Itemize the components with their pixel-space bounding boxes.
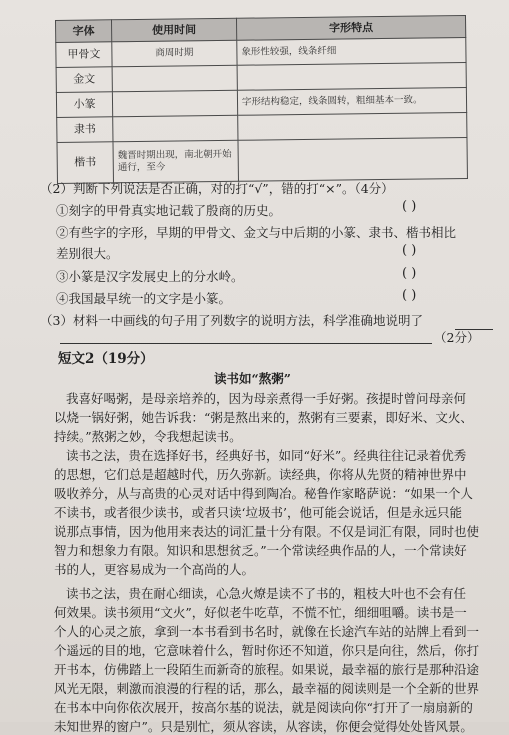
- article-line: 不读书，或者很少读书，或者只读‘垃圾书’，他可能会说话，但是永远只能: [54, 505, 462, 520]
- article-line: 的思想，它们总是超越时代，历久弥新。读经典，你将从先贤的精神世界中: [54, 467, 467, 482]
- cell-font: 楷书: [57, 142, 113, 184]
- q3-answer-line-1[interactable]: [455, 316, 493, 330]
- article-line: 未知世界的窗户”。只是别忙，须从容读，从容读，你便会觉得处处皆风景。: [54, 719, 473, 734]
- q2-answer-2[interactable]: ( ): [402, 243, 417, 258]
- cell-feature[interactable]: [237, 62, 466, 90]
- q2-item-4: ④我国最早统一的文字是小篆。: [56, 291, 232, 306]
- cell-time[interactable]: [112, 65, 237, 92]
- q2-item-3: ③小篆是汉字发展史上的分水岭。: [56, 269, 244, 284]
- q2-item-1: ①刻字的甲骨真实地记载了殷商的历史。: [56, 203, 282, 218]
- cell-time[interactable]: [112, 90, 237, 117]
- header-feature: 字形特点: [236, 15, 465, 40]
- article-title: 读书如“熬粥”: [214, 371, 291, 386]
- cell-time: 商周时期: [112, 40, 237, 67]
- table-row: [57, 137, 467, 183]
- article-line: 个人的心灵之旅，拿到一本书看到书名时，就像在长途汽车站的站牌上看到一: [54, 624, 480, 639]
- script-history-table: [55, 15, 468, 184]
- q2-answer-1[interactable]: ( ): [402, 199, 417, 214]
- cell-font: 小篆: [56, 92, 112, 118]
- article-line: 个遥远的目的地，它意味着什么，暂时你还不知道，你只是向往，然后，你打: [54, 643, 480, 658]
- q3-prompt: （3）材料一中画线的句子用了列数字的说明方法，科学准确地说明了: [40, 313, 423, 328]
- article-line: 以烧一锅好粥，她告诉我：“粥是熬出来的，熬粥有三要素，即好米、文火、: [54, 410, 473, 425]
- article-line: 书的人，更容易成为一个高尚的人。: [54, 562, 255, 577]
- article-line: 我喜好喝粥，是母亲培养的，因为母亲煮得一手好粥。孩提时曾问母亲何: [66, 391, 467, 406]
- header-font: 字体: [56, 20, 112, 43]
- section-title: 短文2（19分）: [58, 351, 154, 367]
- q2-item-2: ②有些字的字形，早期的甲骨文、金文与中后期的小篆、隶书、楷书相比: [56, 225, 457, 240]
- article-line: 说那点事情，因为他用来表达的词汇量十分有限。不仅是词汇有限，同时也使: [54, 524, 480, 539]
- q2-item-2-cont: 差别很大。: [56, 246, 119, 261]
- cell-feature[interactable]: [238, 112, 467, 140]
- header-time: 使用时间: [112, 18, 237, 42]
- cell-feature: 象形性较强，线条纤细: [237, 37, 466, 65]
- cell-font: 金文: [56, 67, 112, 93]
- article-line: 风光无限，刺激而浪漫的行程的话，那么，最幸福的阅读则是一个全新的世界: [54, 681, 480, 696]
- article-line: 吸收养分，从与高贵的心灵对话中得到陶冶。秘鲁作家略萨说：“如果一个人: [54, 486, 473, 501]
- cell-time: 魏晋时期出现，南北朝开始通行，至今: [113, 140, 238, 183]
- q3-answer-line-2[interactable]: [60, 330, 432, 344]
- article-line: 读书之法，贵在耐心细读，心急火燎是读不了书的，粗枝大叶也不会有任: [66, 586, 467, 601]
- cell-feature: 字形结构稳定，线条圆转，粗细基本一致。: [237, 87, 466, 115]
- article-line: 读书之法，贵在选择好书，经典好书，如同“好米”。经典往往记录着优秀: [66, 448, 467, 463]
- cell-font: 甲骨文: [56, 42, 112, 68]
- article-line: 在书本中向你依次展开，按高尔基的说法，就是阅读向你“打开了一扇扇新的: [54, 700, 473, 715]
- q2-answer-4[interactable]: ( ): [402, 288, 417, 303]
- article-line: 智力和想象力有限。知识和思想贫乏。”一个常读经典作品的人，一个常读好: [54, 543, 467, 558]
- q3-score: （2分）: [434, 330, 480, 345]
- q2-prompt: （2）判断下列说法是否正确，对的打“√”，错的打“×”。（4分）: [40, 181, 394, 196]
- article-line: 开书本，仿佛踏上一段陌生而新奇的旅程。如果说，最幸福的旅行是那种沿途: [54, 662, 480, 677]
- cell-font: 隶书: [57, 117, 113, 143]
- cell-time[interactable]: [113, 115, 238, 142]
- article-line: 持续。”熬粥之妙，令我想起读书。: [54, 429, 242, 444]
- q2-answer-3[interactable]: ( ): [402, 266, 417, 281]
- article-line: 何效果。读书须用“文火”，好似老牛吃草，不慌不忙，细细咀嚼。读书是一: [54, 605, 467, 620]
- cell-feature[interactable]: [238, 137, 467, 181]
